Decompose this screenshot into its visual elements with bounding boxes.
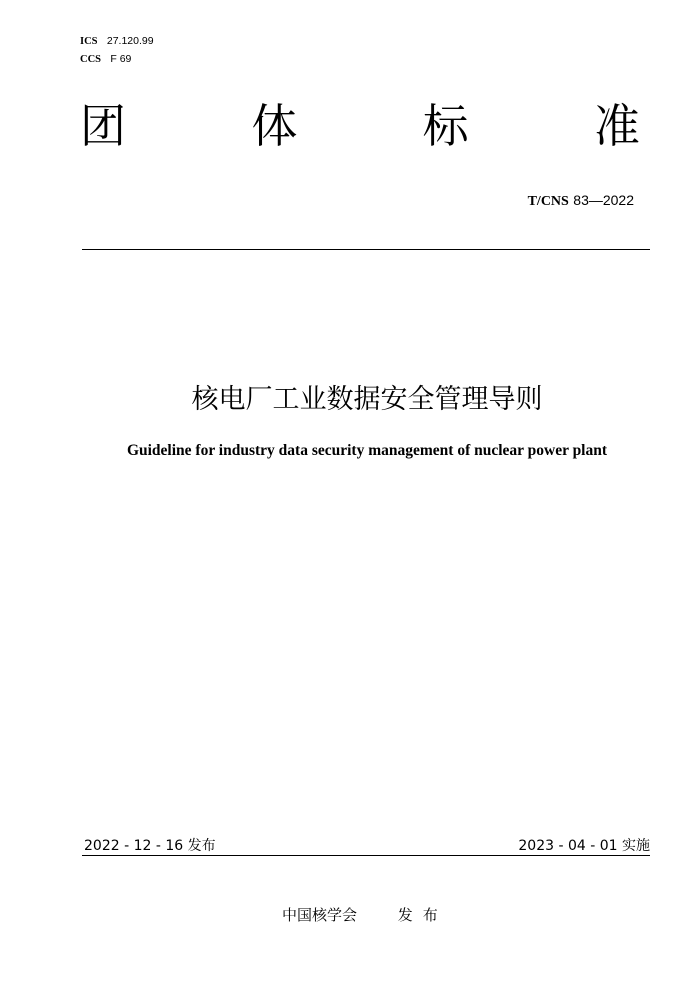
ccs-classification: [80, 53, 131, 66]
document-title-english: Guideline for industry data security management of nuclear power plant: [126, 442, 608, 459]
standard-code: [528, 192, 634, 210]
standard-code-number: 83—2022: [573, 192, 634, 208]
issue-date: 2022 - 12 - 16 发布: [84, 838, 216, 854]
top-divider: [82, 249, 650, 250]
issuing-organization: 中国核学会: [282, 906, 358, 924]
ics-classification: [80, 35, 154, 48]
heading-char-4: 准: [593, 99, 640, 153]
ics-label: ICS: [80, 36, 98, 47]
issuer-line: [282, 904, 448, 925]
ccs-label: CCS: [80, 54, 102, 65]
heading-char-2: 体: [251, 99, 298, 153]
implementation-date: 2023 - 04 - 01 实施: [518, 838, 650, 854]
heading-char-3: 标: [422, 99, 469, 153]
standard-code-prefix: T/CNS: [527, 194, 569, 209]
ccs-value: F 69: [110, 53, 132, 65]
heading-char-1: 团: [80, 99, 126, 153]
document-title-chinese: 核电厂工业数据安全管理导则: [191, 384, 543, 415]
group-standard-heading: [80, 96, 640, 156]
bottom-divider: [82, 855, 650, 856]
issue-action: 发布: [397, 906, 448, 924]
ics-value: 27.120.99: [106, 35, 154, 47]
